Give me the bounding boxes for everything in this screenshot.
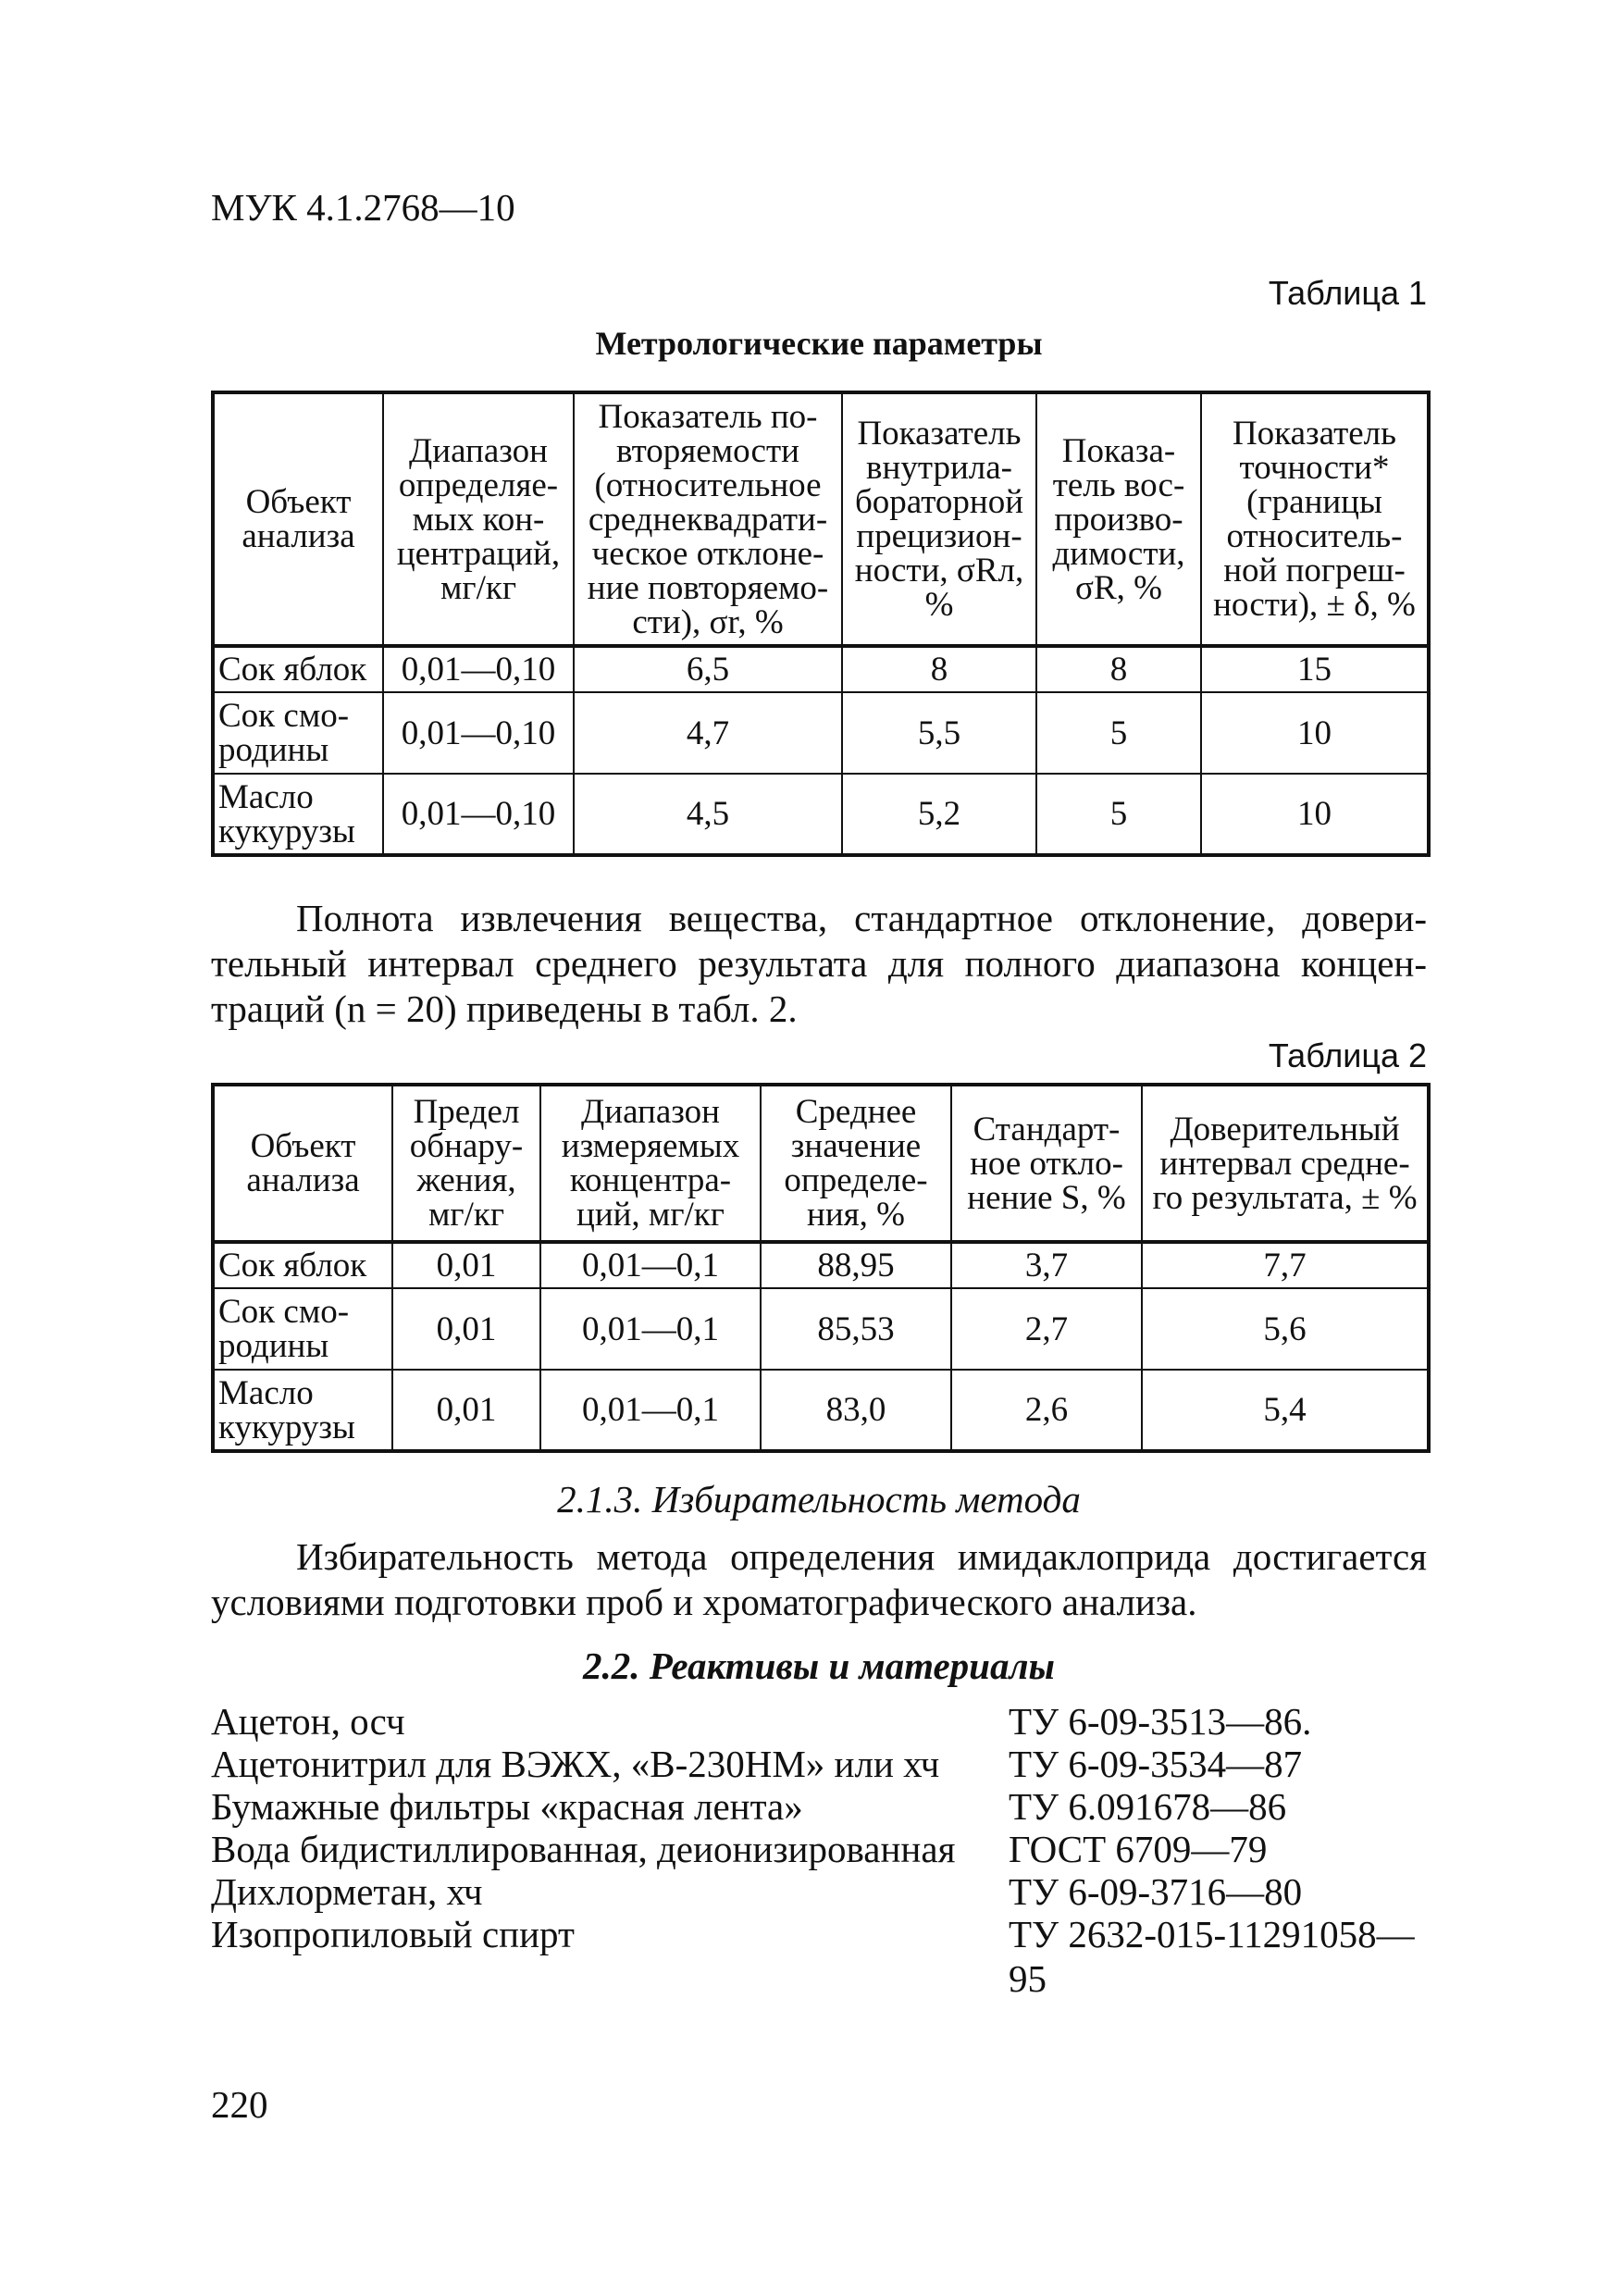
table-row <box>213 646 1429 692</box>
table-cell: 85,53 <box>761 1288 951 1370</box>
table-cell: 5,6 <box>1142 1288 1429 1370</box>
page-number: 220 <box>211 2083 268 2126</box>
table-cell: 6,5 <box>574 646 842 692</box>
reagent-standard: ТУ 6.091678—86 <box>1009 1785 1287 1828</box>
table-cell: 2,7 <box>951 1288 1142 1370</box>
table-cell: 0,01—0,10 <box>383 646 574 692</box>
table-row <box>213 692 1429 774</box>
table-cell: 0,01—0,1 <box>540 1242 761 1288</box>
table-cell: 8 <box>1036 646 1201 692</box>
list-item <box>211 1784 1427 1827</box>
table1-header-accuracy: Показатель точности* (границы относитель-ной погреш-ности), ± δ, % <box>1201 392 1429 646</box>
table-cell: 5 <box>1036 774 1201 855</box>
reagents-list <box>211 1699 1427 2000</box>
reagent-name: Ацетон, осч <box>211 1700 405 1743</box>
table1-header-range: Диапазон определяе-мых кон-центраций, мг/кг <box>383 392 574 646</box>
reagent-name: Дихлорметан, хч <box>211 1870 483 1913</box>
reagent-name: Ацетонитрил для ВЭЖХ, «В-230НМ» или хч <box>211 1743 940 1785</box>
table-cell: 10 <box>1201 692 1429 774</box>
reagent-standard: ТУ 6-09-3513—86. <box>1009 1700 1312 1743</box>
section-heading: 2.2. Реактивы и материалы <box>583 1644 1055 1687</box>
table-cell: 4,5 <box>574 774 842 855</box>
list-item <box>211 1827 1427 1869</box>
table1-header-reproducibility: Показа-тель вос-произво-димости, σR, % <box>1036 392 1201 646</box>
table-cell: 0,01—0,1 <box>540 1288 761 1370</box>
list-item <box>211 1869 1427 1912</box>
reagent-name: Изопропиловый спирт <box>211 1913 575 1955</box>
table1-header-intralab: Показатель внутрила-бораторной прецизион-ности, σRл, % <box>842 392 1036 646</box>
table2-header-mean: Среднее значение определе-ния, % <box>761 1085 951 1242</box>
table2-header-range: Диапазон измеряемых концентра-ций, мг/кг <box>540 1085 761 1242</box>
table-row <box>213 774 1429 855</box>
table1-title: Метрологические параметры <box>595 325 1043 362</box>
table-cell: Сок смо-родины <box>213 692 383 774</box>
table-cell: 0,01 <box>392 1370 540 1451</box>
table2-header-confidence: Доверительный интервал средне-го результата, ± % <box>1142 1085 1429 1242</box>
table-cell: 7,7 <box>1142 1242 1429 1288</box>
list-item <box>211 1699 1427 1742</box>
table2-label: Таблица 2 <box>1268 1036 1427 1074</box>
table-cell: 2,6 <box>951 1370 1142 1451</box>
table-row <box>213 1242 1429 1288</box>
table-cell: Масло кукурузы <box>213 774 383 855</box>
table-row <box>213 1370 1429 1451</box>
table2-header-std-dev: Стандарт-ное откло-нение S, % <box>951 1085 1142 1242</box>
table-cell: Сок яблок <box>213 646 383 692</box>
table-cell: 83,0 <box>761 1370 951 1451</box>
table-cell: 0,01 <box>392 1288 540 1370</box>
reagent-standard: ГОСТ 6709—79 <box>1009 1828 1268 1870</box>
table-cell: 15 <box>1201 646 1429 692</box>
recovery-table <box>211 1083 1431 1453</box>
table-cell: 88,95 <box>761 1242 951 1288</box>
reagent-standard: ТУ 6-09-3716—80 <box>1009 1870 1303 1913</box>
table-cell: Масло кукурузы <box>213 1370 392 1451</box>
table-cell: 0,01 <box>392 1242 540 1288</box>
metrology-table <box>211 391 1431 857</box>
table-cell: Сок яблок <box>213 1242 392 1288</box>
table-cell: 3,7 <box>951 1242 1142 1288</box>
list-item <box>211 1912 1427 2000</box>
table-row <box>213 1288 1429 1370</box>
table2-header-detection-limit: Предел обнару-жения, мг/кг <box>392 1085 540 1242</box>
table-cell: 4,7 <box>574 692 842 774</box>
table-cell: 0,01—0,10 <box>383 692 574 774</box>
table1-header-repeatability: Показатель по-вторяемости (относительное среднеквадрати-ческое отклоне-ние повторяемо-сти), σr, % <box>574 392 842 646</box>
subsection-heading: 2.1.3. Избирательность метода <box>557 1478 1081 1520</box>
table-cell: 0,01—0,1 <box>540 1370 761 1451</box>
reagent-standard: ТУ 6-09-3534—87 <box>1009 1743 1303 1785</box>
table-cell: 5,2 <box>842 774 1036 855</box>
table-cell: 5,5 <box>842 692 1036 774</box>
reagent-name: Бумажные фильтры «красная лента» <box>211 1785 803 1828</box>
completeness-paragraph: Полнота извлечения вещества, стандартное отклонение, довери-тельный интервал среднего результата для полного диапазона концен-траций (n = 20) приведены в табл. 2. <box>211 897 1427 1030</box>
table-cell: 10 <box>1201 774 1429 855</box>
table2-header-object: Объект анализа <box>213 1085 392 1242</box>
table-cell: 5 <box>1036 692 1201 774</box>
running-header: МУК 4.1.2768—10 <box>211 186 515 229</box>
table-cell: 8 <box>842 646 1036 692</box>
table-cell: Сок смо-родины <box>213 1288 392 1370</box>
list-item <box>211 1742 1427 1784</box>
selectivity-paragraph: Избирательность метода определения имидаклоприда достигается условиями подготовки проб и хроматографического анализа. <box>211 1535 1427 1623</box>
table1-header-object: Объект анализа <box>213 392 383 646</box>
table-cell: 5,4 <box>1142 1370 1429 1451</box>
table1-label: Таблица 1 <box>1268 274 1427 312</box>
reagent-name: Вода бидистиллированная, деионизированная <box>211 1828 956 1870</box>
table-cell: 0,01—0,10 <box>383 774 574 855</box>
reagent-standard: ТУ 2632-015-11291058—95 <box>1009 1913 1415 2000</box>
